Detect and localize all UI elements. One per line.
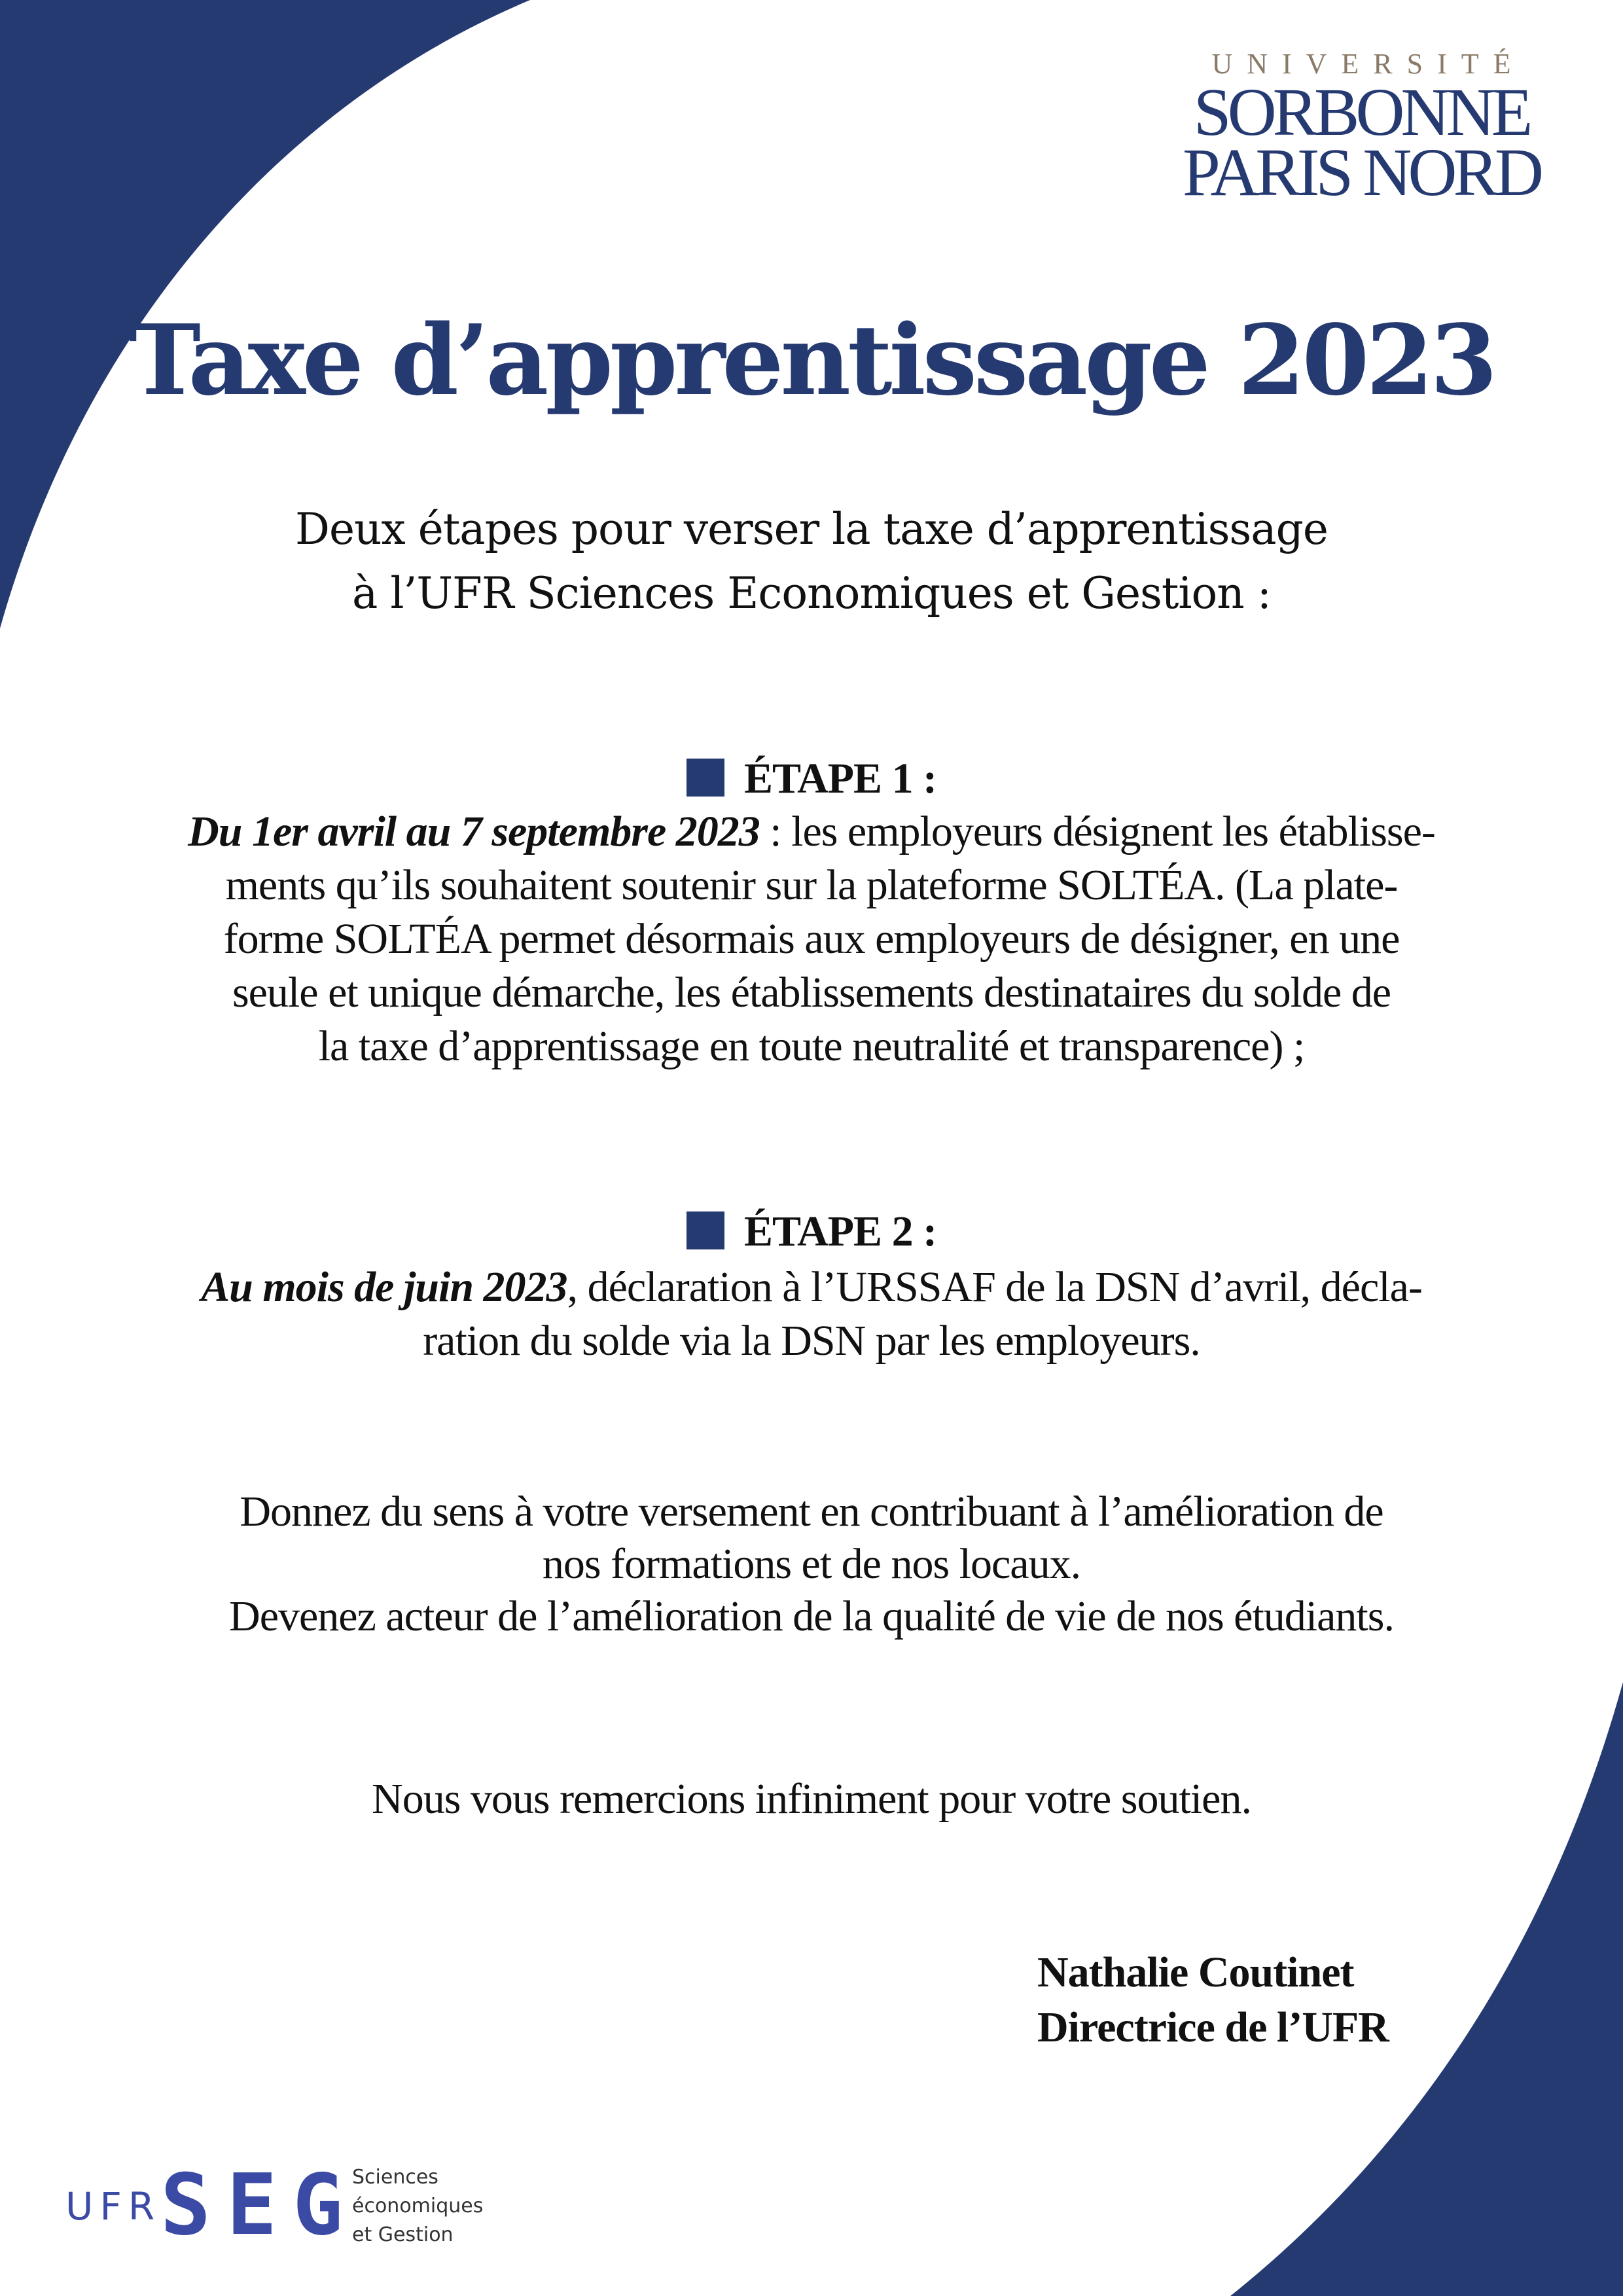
step1-body	[164, 805, 1459, 1073]
ufr-logo-small-text: UFR	[65, 2184, 162, 2229]
square-bullet-icon	[687, 1211, 724, 1249]
ufr-logo-subtitle: Sciences économiques et Gestion	[352, 2166, 484, 2246]
logo-universite-text: UNIVERSITÉ	[1211, 48, 1525, 80]
signature-role: Directrice de l’UFR	[1037, 2003, 1389, 2051]
thanks-line: Nous vous remercions infiniment pour votre soutien.	[372, 1775, 1251, 1823]
signature-name: Nathalie Coutinet	[1037, 1948, 1354, 1996]
closing-line: Devenez acteur de l’amélioration de la qualité de vie de nos étudiants.	[229, 1592, 1394, 1640]
university-logo	[1152, 46, 1571, 210]
signature-block	[1037, 1945, 1495, 2055]
step1-line: Du 1er avril au 7 septembre 2023 : les employeurs désignent les établisse-	[188, 808, 1435, 855]
step1-heading	[0, 753, 1623, 805]
step2-label: ÉTAPE 2 :	[743, 1208, 937, 1255]
step2-heading	[0, 1206, 1623, 1258]
closing-line: Donnez du sens à votre versement en contribuant à l’amélioration de	[240, 1488, 1383, 1535]
intro-line: à l’UFR Sciences Economiques et Gestion :	[351, 568, 1271, 619]
step2-line: ration du solde via la DSN par les employeurs.	[423, 1317, 1200, 1365]
ufr-logo-big-text: SEG	[160, 2157, 359, 2254]
closing-line: nos formations et de nos locaux.	[542, 1540, 1081, 1588]
closing-paragraph	[151, 1486, 1472, 1643]
step1-line: la taxe d’apprentissage en toute neutralité et transparence) ;	[318, 1022, 1305, 1070]
logo-paris-nord-text: PARIS NORD	[1183, 135, 1540, 210]
step2-lead: Au mois de juin 2023	[201, 1263, 567, 1311]
page-title: Taxe d’apprentissage 2023	[128, 303, 1495, 417]
square-bullet-icon	[687, 759, 724, 797]
step2-body	[164, 1261, 1459, 1368]
intro-paragraph	[183, 497, 1440, 626]
intro-line: Deux étapes pour verser la taxe d’apprentissage	[295, 504, 1328, 554]
step1-line: seule et unique démarche, les établissements destinataires du solde de	[232, 969, 1391, 1016]
logo-sorbonne-text: SORBONNE	[1193, 75, 1529, 150]
step2-line: Au mois de juin 2023, déclaration à l’URSSAF de la DSN d’avril, décla-	[201, 1263, 1422, 1311]
step1-lead: Du 1er avril au 7 septembre 2023	[188, 808, 760, 855]
step1-line: forme SOLTÉA permet désormais aux employeurs de désigner, en une	[223, 915, 1400, 963]
step1-line: ments qu’ils souhaitent soutenir sur la plateforme SOLTÉA. (La plate-	[225, 861, 1398, 909]
step1-label: ÉTAPE 1 :	[743, 755, 937, 802]
